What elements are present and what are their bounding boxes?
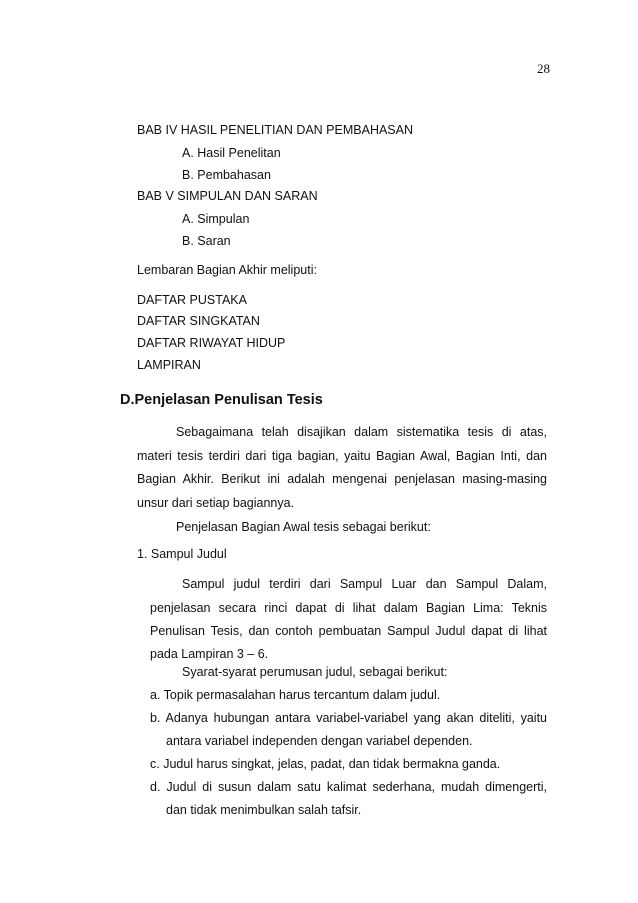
akhir-intro: Lembaran Bagian Akhir meliputi: bbox=[137, 263, 317, 277]
subsection-title: 1. Sampul Judul bbox=[137, 547, 227, 561]
paragraph-line: Bagian Akhir. Berikut ini adalah mengenai penjelasan masing-masing bbox=[137, 472, 547, 486]
list-item: c. Judul harus singkat, jelas, padat, dan tidak bermakna ganda. bbox=[150, 757, 501, 771]
paragraph: Penjelasan Bagian Awal tesis sebagai berikut: bbox=[176, 520, 431, 534]
paragraph-line: Sebagaimana telah disajikan dalam sistematika tesis di atas, bbox=[176, 425, 547, 439]
page-number: 28 bbox=[537, 61, 550, 76]
akhir-item: LAMPIRAN bbox=[137, 358, 201, 372]
list-item-continuation: antara variabel independen dengan variabel dependen. bbox=[166, 734, 473, 748]
list-item-continuation: dan tidak menimbulkan salah tafsir. bbox=[166, 803, 362, 817]
toc-bab4-a: A. Hasil Penelitan bbox=[182, 146, 281, 160]
paragraph-line: materi tesis terdiri dari tiga bagian, yaitu Bagian Awal, Bagian Inti, dan bbox=[137, 449, 547, 463]
paragraph-line: pada Lampiran 3 – 6. bbox=[150, 647, 269, 661]
akhir-item: DAFTAR RIWAYAT HIDUP bbox=[137, 336, 286, 350]
toc-bab4-b: B. Pembahasan bbox=[182, 168, 271, 182]
toc-bab5-a: A. Simpulan bbox=[182, 212, 250, 226]
toc-bab5-b: B. Saran bbox=[182, 234, 231, 248]
paragraph-line: unsur dari setiap bagiannya. bbox=[137, 496, 295, 510]
paragraph-line: Penulisan Tesis, dan contoh pembuatan Sampul Judul dapat di lihat bbox=[150, 624, 547, 638]
akhir-item: DAFTAR SINGKATAN bbox=[137, 314, 260, 328]
list-item: b. Adanya hubungan antara variabel-variabel yang akan diteliti, yaitu bbox=[150, 711, 547, 725]
list-item: a. Topik permasalahan harus tercantum dalam judul. bbox=[150, 688, 441, 702]
paragraph-line: Sampul judul terdiri dari Sampul Luar dan Sampul Dalam, bbox=[182, 577, 547, 591]
akhir-item: DAFTAR PUSTAKA bbox=[137, 293, 247, 307]
toc-bab5: BAB V SIMPULAN DAN SARAN bbox=[137, 189, 318, 203]
list-item: d. Judul di susun dalam satu kalimat sederhana, mudah dimengerti, bbox=[150, 780, 547, 794]
paragraph-line: penjelasan secara rinci dapat di lihat dalam Bagian Lima: Teknis bbox=[150, 601, 547, 615]
section-heading: D.Penjelasan Penulisan Tesis bbox=[120, 392, 323, 408]
syarat-intro: Syarat-syarat perumusan judul, sebagai berikut: bbox=[182, 665, 448, 679]
toc-bab4: BAB IV HASIL PENELITIAN DAN PEMBAHASAN bbox=[137, 123, 414, 137]
